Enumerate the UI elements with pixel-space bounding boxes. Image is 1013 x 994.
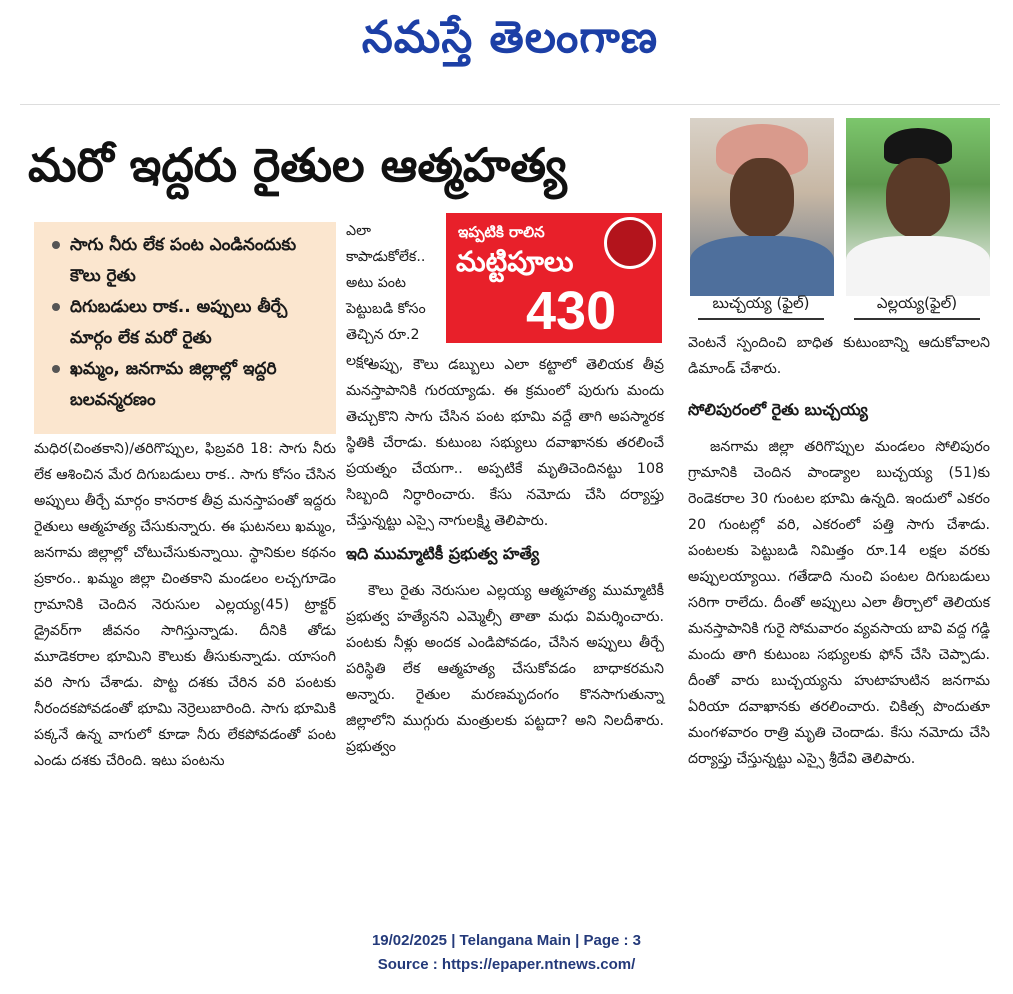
count-value: 430 xyxy=(526,281,617,341)
farmer-photo-buchchayya xyxy=(690,118,834,284)
masthead-logo: నమస్తే తెలంగాణ xyxy=(361,12,659,63)
highlight-item: దిగుబడులు రాక.. అప్పులు తీర్చే మార్గం లేక మరో రైతు xyxy=(52,292,328,354)
caption-text: ఎల్లయ్య(ఫైల్) xyxy=(876,294,958,312)
headline: మరో ఇద్దరు రైతుల ఆత్మహత్య xyxy=(28,138,567,192)
shirt xyxy=(690,236,834,296)
article-column-2-top xyxy=(346,218,442,369)
caption-underline xyxy=(854,318,980,320)
shirt xyxy=(846,236,990,296)
article-text: మధిర(చింతకాని)/తరిగొప్పుల, ఫిబ్రవరి 18: సాగు నీరు లేక ఆశించిన మేర దిగుబడులు రాక.. సాగు కోసం చేసిన అప్పులు తీర్చే మార్గం కానరాక తీవ్ర మనస్తాపంతో ఇద్దరు రైతులు ఆత్మహత్య చేసుకున్నారు. ఈ ఘటనలు ఖమ్మం, జనగామ జిల్లాల్లో చోటుచేసుకున్నాయి. స్థానికుల కథనం ప్రకారం.. ఖమ్మం జిల్లా చింతకాని మండలం లచ్చగూడెం గ్రామానికి చెందిన నెరుసుల ఎల్లయ్య(45) ట్రాక్టర్ డ్రైవర్‌గా జీవనం సాగిస్తున్నాడు. దీనికి తోడు మూడెకరాల భూమిని కౌలుకు తీసుకున్నాడు. యాసంగి వరి సాగు చేశాడు. పొట్ట దశకు చేరిన వరి పంటకు నీరందకపోవడంతో భూమి నెర్రెలుబారింది. సాగు భూమికి పక్కనే ఉన్న వాగులో కూడా నీరు లేకపోవడంతో పంట ఎండు దశకు చేరింది. ఇటు పంటను xyxy=(34,441,336,769)
face xyxy=(886,158,950,238)
subheading: ఇది ముమ్మాటికీ ప్రభుత్వ హత్యే xyxy=(346,544,540,563)
photo-caption xyxy=(686,288,836,322)
highlight-item: సాగు నీరు లేక పంట ఎండినందుకు కౌలు రైతు xyxy=(52,230,328,292)
article-text: జనగామ జిల్లా తరిగొప్పుల మండలం సోలిపురం గ్రామానికి చెందిన పాండ్యాల బుచ్చయ్య (51)కు రెండెకరాల 30 గుంటల భూమి ఉన్నది. ఇందులో ఎకరం 20 గుంటల్లో వరి, ఎకరంలో పత్తి సాగు చేశాడు. పంటలకు పెట్టుబడి నిమిత్తం రూ.14 లక్షల వరకు అప్పులయ్యాయి. గతేడాది నుంచి పంటల దిగుబడులు సరిగా రాలేదు. దీంతో అప్పులు ఎలా తీర్చాలో తెలియక మనస్తాపానికి గురై సోమవారం వ్యవసాయ బావి వద్ద గడ్డి మందు తాగి కుటుంబ సభ్యులకు ఫోన్ చేసి చెప్పాడు. దీంతో వారు బుచ్చయ్యను హుటాహుటిన జనగామ ఏరియా దవాఖానకు తరలించారు. చికిత్స పొందుతూ మంగళవారం రాత్రి మృతి చెందాడు. కేసు నమోదు చేసి దర్యాప్తు చేస్తున్నట్టు ఎస్సై శ్రీదేవి తెలిపారు. xyxy=(688,439,990,767)
article-text: కౌలు రైతు నెరుసుల ఎల్లయ్య ఆత్మహత్య ముమ్మాటికీ ప్రభుత్వ హత్యేనని ఎమ్మెల్సీ తాతా మధు విమర్శించారు. పంటకు నీళ్లు అందక ఎండిపోవడం, చేసిన అప్పులు తీర్చే పరిస్థితి లేక ఆత్మహత్య చేసుకోవడం బాధాకరమని అన్నారు. రైతుల మరణమృదంగం కొనసాగుతున్నా జిల్లాలోని ముగ్గురు మంత్రులకు పట్టదా? అని నిలదీశారు. ప్రభుత్వం xyxy=(346,583,664,755)
masthead-divider xyxy=(20,104,1000,105)
article-text: వెంటనే స్పందించి బాధిత కుటుంబాన్ని ఆదుకోవాలని డిమాండ్ చేశారు. xyxy=(688,335,990,377)
footer-source-line: Source : https://epaper.ntnews.com/ xyxy=(377,956,636,973)
count-box-line1: ఇప్పటికి రాలిన xyxy=(458,223,545,241)
farmer-photo-yellayya xyxy=(846,118,990,284)
article-column-2 xyxy=(346,352,664,896)
footer-date-line: 19/02/2025 | Telangana Main | Page : 3 xyxy=(371,932,642,949)
subheading: సోలిపురంలో రైతు బుచ్చయ్య xyxy=(688,400,868,419)
highlight-item: ఖమ్మం, జనగామ జిల్లాల్లో ఇద్దరి బలవన్మరణం xyxy=(52,354,328,416)
suicide-count-box xyxy=(446,213,662,343)
caption-underline xyxy=(698,318,824,320)
article-text: ఎలా కాపాడుకోలేక.. అటు పంట పెట్టుబడి కోసం తెచ్చిన రూ.2 లక్షల xyxy=(346,223,426,369)
article-text: అప్పు, కౌలు డబ్బులు ఎలా కట్టాలో తెలియక తీవ్ర మనస్తాపానికి గురయ్యాడు. ఈ క్రమంలో పురుగు మందు తెచ్చుకొని సాగు చేసిన పంట భూమి వద్దే తాగి అపస్మారక స్థితికి చేరాడు. కుటుంబ సభ్యులు దవాఖానకు తరలించే ప్రయత్నం చేయగా.. అప్పటికే మృతిచెందినట్టు 108 సిబ్బంది నిర్ధారించారు. కేసు నమోదు చేసి దర్యాప్తు చేస్తున్నట్టు ఎస్సై నాగులక్ష్మి తెలిపారు. xyxy=(346,357,664,529)
hanging-noose-icon xyxy=(604,217,656,269)
article-column-1 xyxy=(34,436,336,894)
count-box-line2: మట్టిపూలు xyxy=(456,245,574,278)
photo-caption xyxy=(842,288,992,322)
caption-text: బుచ్చయ్య (ఫైల్) xyxy=(712,294,810,312)
article-column-3 xyxy=(688,330,990,896)
highlights-box xyxy=(34,222,336,434)
face xyxy=(730,158,794,238)
